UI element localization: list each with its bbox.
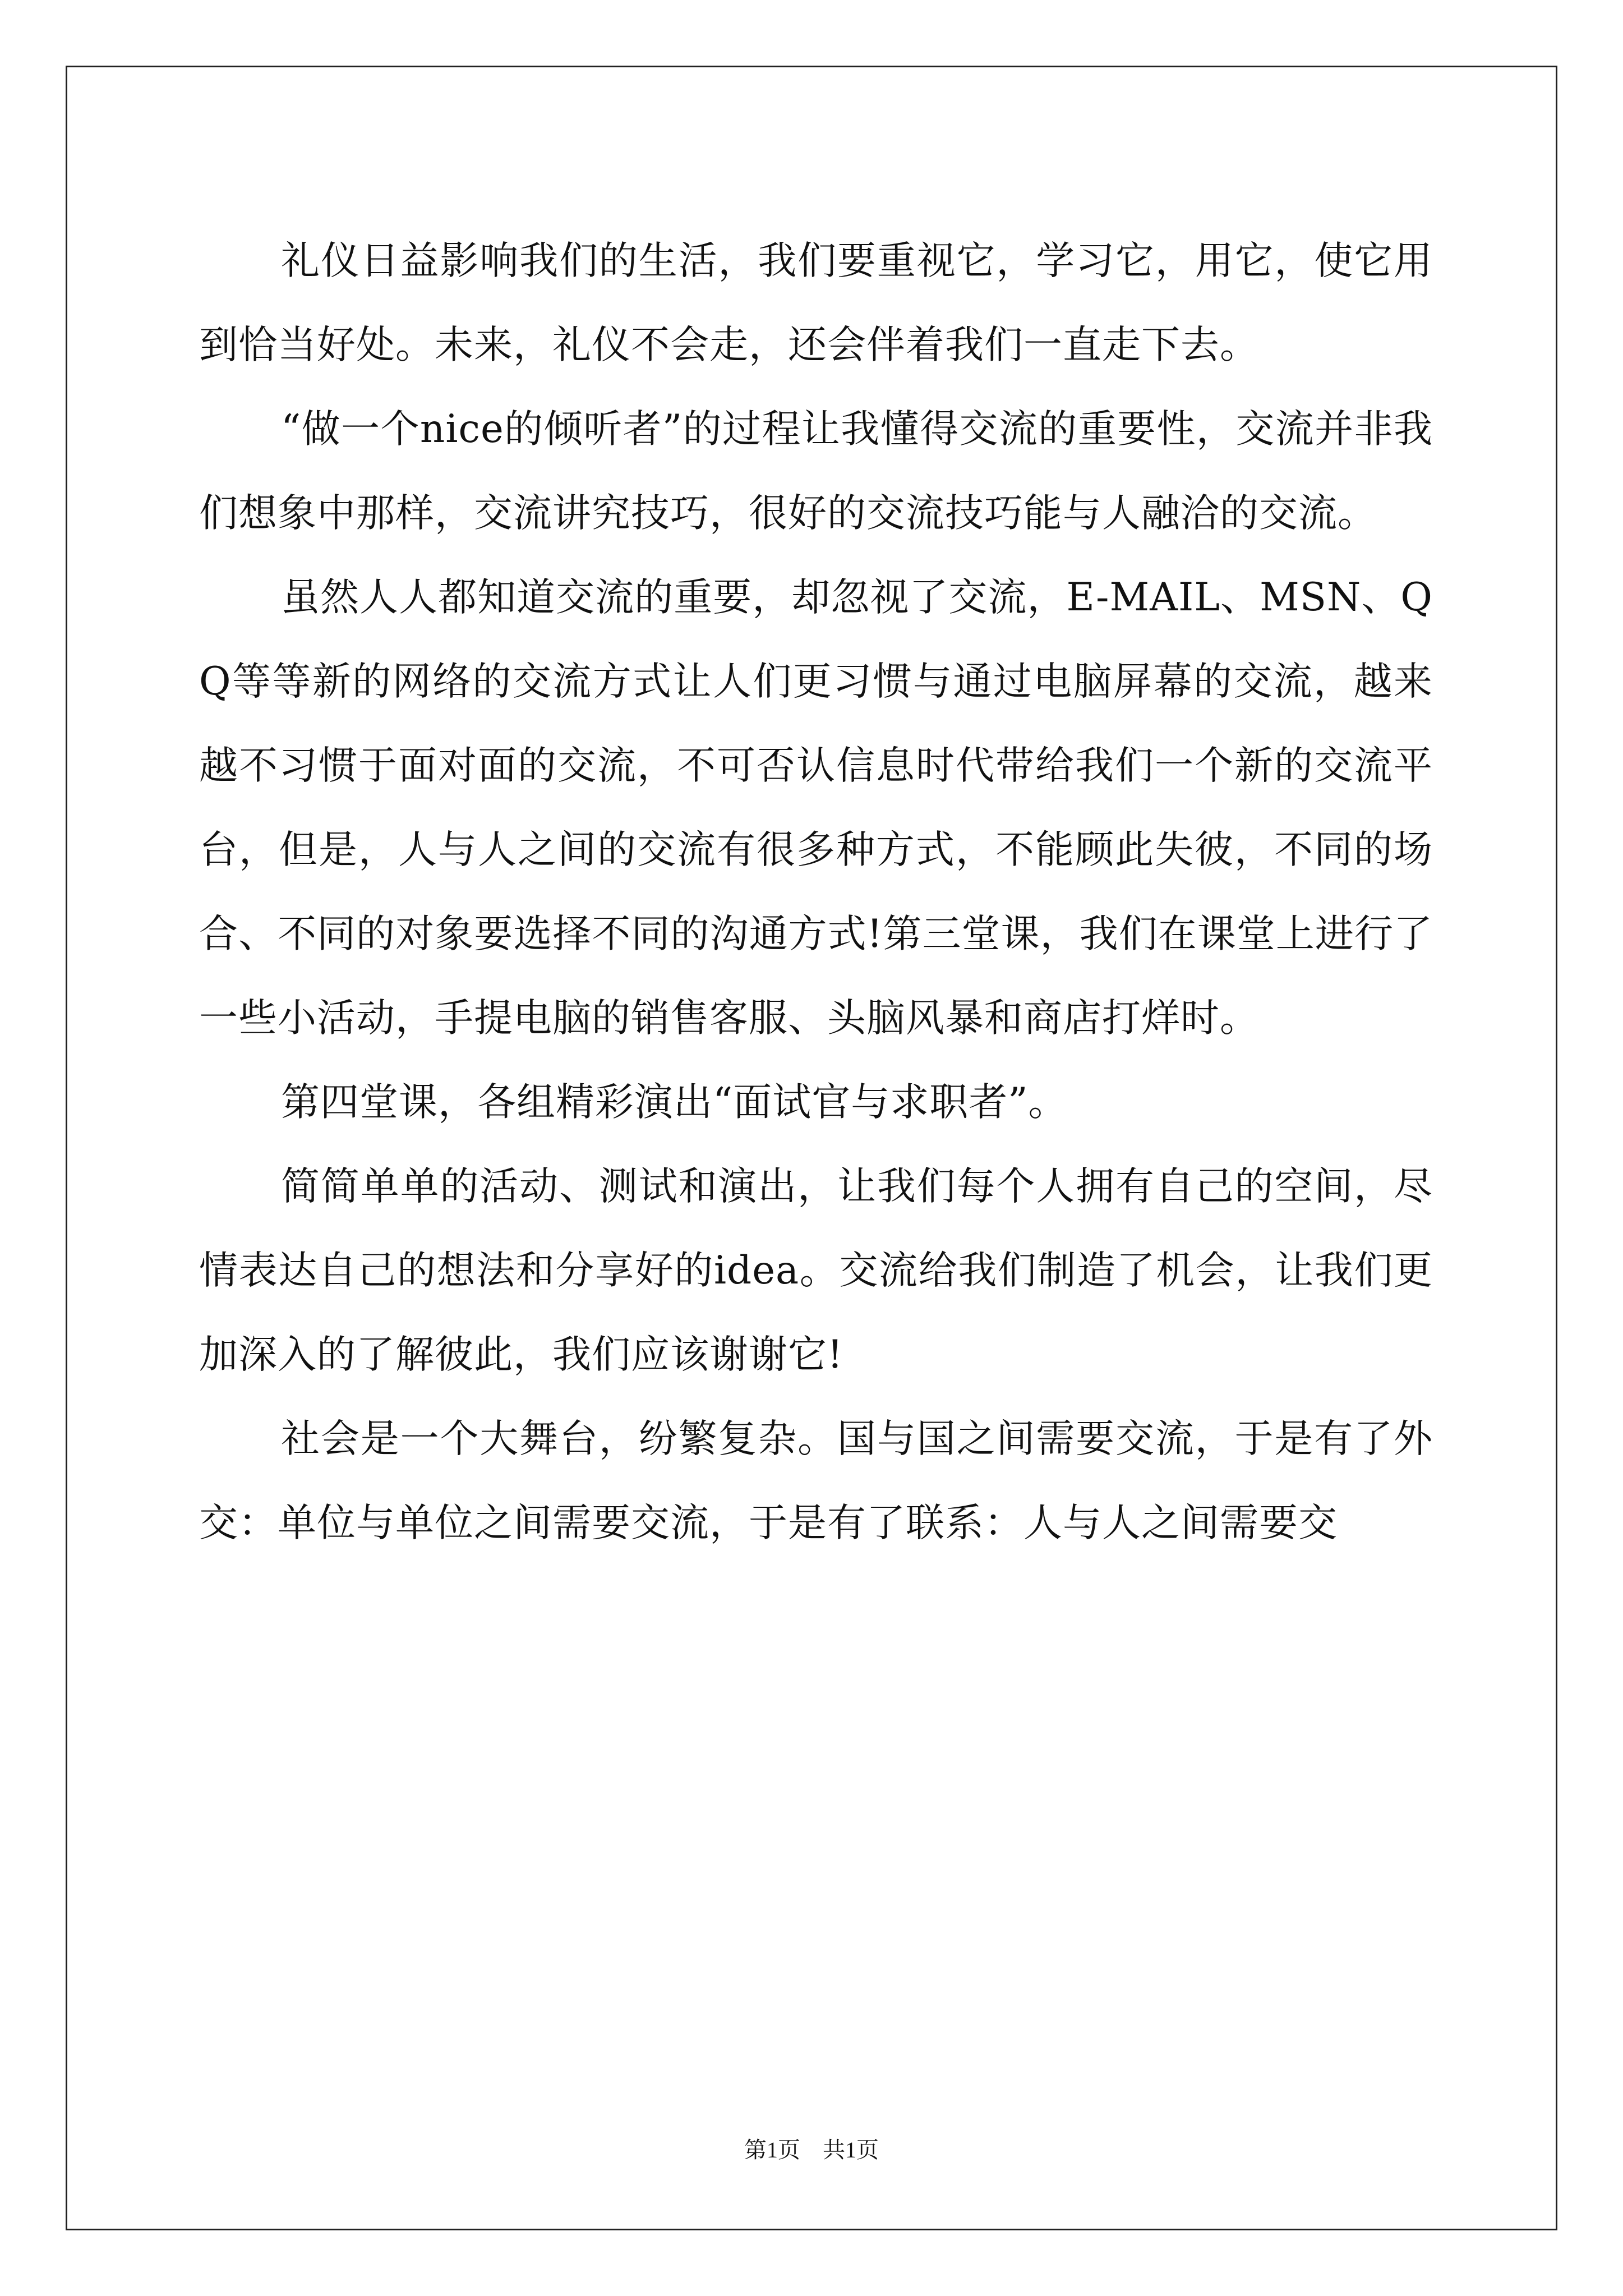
paragraph-activities: 简简单单的活动、测试和演出，让我们每个人拥有自己的空间，尽情表达自己的想法和分享好的idea。交流给我们制造了机会，让我们更加深入的了解彼此，我们应该谢谢它! xyxy=(199,1164,1433,1377)
paragraph-society: 社会是一个大舞台，纷繁复杂。国与国之间需要交流，于是有了外交：单位与单位之间需要交流，于是有了联系：人与人之间需要交 xyxy=(199,1416,1433,1545)
paragraph-etiquette: 礼仪日益影响我们的生活，我们要重视它，学习它，用它，使它用到恰当好处。未来，礼仪不会走，还会伴着我们一直走下去。 xyxy=(199,238,1433,367)
paragraph-fourth-lesson: 第四堂课，各组精彩演出“面试官与求职者”。 xyxy=(281,1080,1068,1125)
page-number-footer: 第1页 共1页 xyxy=(744,2137,879,2162)
paragraph-listener: “做一个nice的倾听者”的过程让我懂得交流的重要性，交流并非我们想象中那样，交流讲究技巧，很好的交流技巧能与人融洽的交流。 xyxy=(199,407,1433,536)
document-body xyxy=(199,219,1433,1565)
paragraph-communication: 虽然人人都知道交流的重要，却忽视了交流，E-MAIL、MSN、QQ等等新的网络的交流方式让人们更习惯与通过电脑屏幕的交流，越来越不习惯于面对面的交流，不可否认信息时代带给我们一个新的交流平台，但是，人与人之间的交流有很多种方式，不能顾此失彼，不同的场合、不同的对象要选择不同的沟通方式!第三堂课，我们在课堂上进行了一些小活动，手提电脑的销售客服、头脑风暴和商店打烊时。 xyxy=(199,575,1433,1041)
